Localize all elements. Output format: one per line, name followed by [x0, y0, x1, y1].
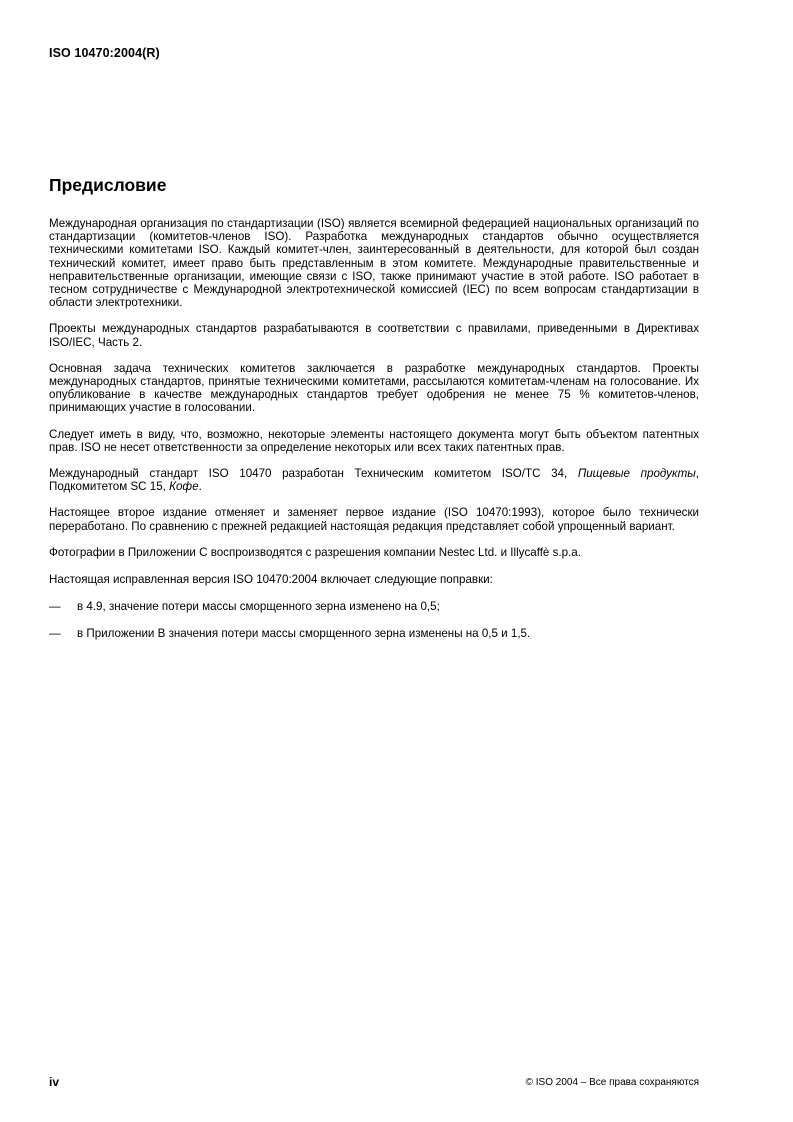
list-item-text: в Приложении B значения потери массы сморщенного зерна изменены на 0,5 и 1,5.	[77, 627, 531, 641]
paragraph-drafting-rules: Проекты международных стандартов разрабатываются в соответствии с правилами, приведенными в Директивах ISO/IEC, Часть 2.	[49, 322, 699, 349]
list-item	[49, 600, 699, 613]
copyright-notice: © ISO 2004 – Все права сохраняются	[525, 1077, 699, 1088]
committee-text-1: Международный стандарт ISO 10470 разработан Техническим комитетом ISO/TC 34,	[49, 467, 578, 481]
paragraph-photographs: Фотографии в Приложении С воспроизводятся с разрешения компании Nestec Ltd. и Illycaffè s.p.a.	[49, 545, 581, 559]
committee-text-2: , Подкомитетом SC 15,	[49, 467, 699, 494]
list-item	[49, 627, 699, 640]
paragraph-iso-organization: Международная организация по стандартизации (ISO) является всемирной федерацией национальных организаций по стандартизации (комитетов-членов ISO). Разработка международных стандартов обычно осуществляется техническими комитетами ISO. Каждый комитет-член, заинтересованный в деятельности, для которой был создан технический комитет, имеет право быть представленным в этом комитете. Международные правительственные и неправительственные организации, имеющие связи с ISO, также принимают участие в этой работе. ISO работает в тесном сотрудничестве с Международной электротехнической комиссией (IEC) по всем вопросам стандартизации в области электротехники.	[49, 217, 699, 310]
paragraph-committee-info	[49, 467, 699, 493]
list-item-text: в 4.9, значение потери массы сморщенного зерна изменено на 0,5;	[77, 600, 440, 614]
foreword-body	[49, 217, 699, 655]
committee-text-3: .	[198, 480, 202, 494]
paragraph-technical-committees: Основная задача технических комитетов заключается в разработке международных стандартов. Проекты международных стандартов, принятые техническими комитетами, рассылаются комитетам-членам на голосование. Их опубликование в качестве международных стандартов требует одобрения не менее 75 % комитетов-членов, принимающих участие в голосовании.	[49, 361, 699, 415]
committee-food-products: Пищевые продукты	[577, 467, 696, 481]
paragraph-edition: Настоящее второе издание отменяет и заменяет первое издание (ISO 10470:1993), которое было технически переработано. По сравнению с прежней редакцией настоящая редакция представляет собой упрощенный вариант.	[49, 506, 699, 533]
dash-bullet: —	[49, 600, 61, 614]
page-number: iv	[49, 1075, 60, 1089]
dash-bullet: —	[49, 627, 61, 641]
document-id-header: ISO 10470:2004(R)	[49, 46, 160, 60]
paragraph-patent-rights: Следует иметь в виду, что, возможно, некоторые элементы настоящего документа могут быть объектом патентных прав. ISO не несет ответственности за определение некоторых или всех таких патентных прав.	[49, 427, 699, 454]
paragraph-corrections-intro: Настоящая исправленная версия ISO 10470:2004 включает следующие поправки:	[49, 573, 493, 587]
committee-coffee: Кофе	[169, 480, 199, 494]
section-title: Предисловие	[49, 175, 167, 195]
